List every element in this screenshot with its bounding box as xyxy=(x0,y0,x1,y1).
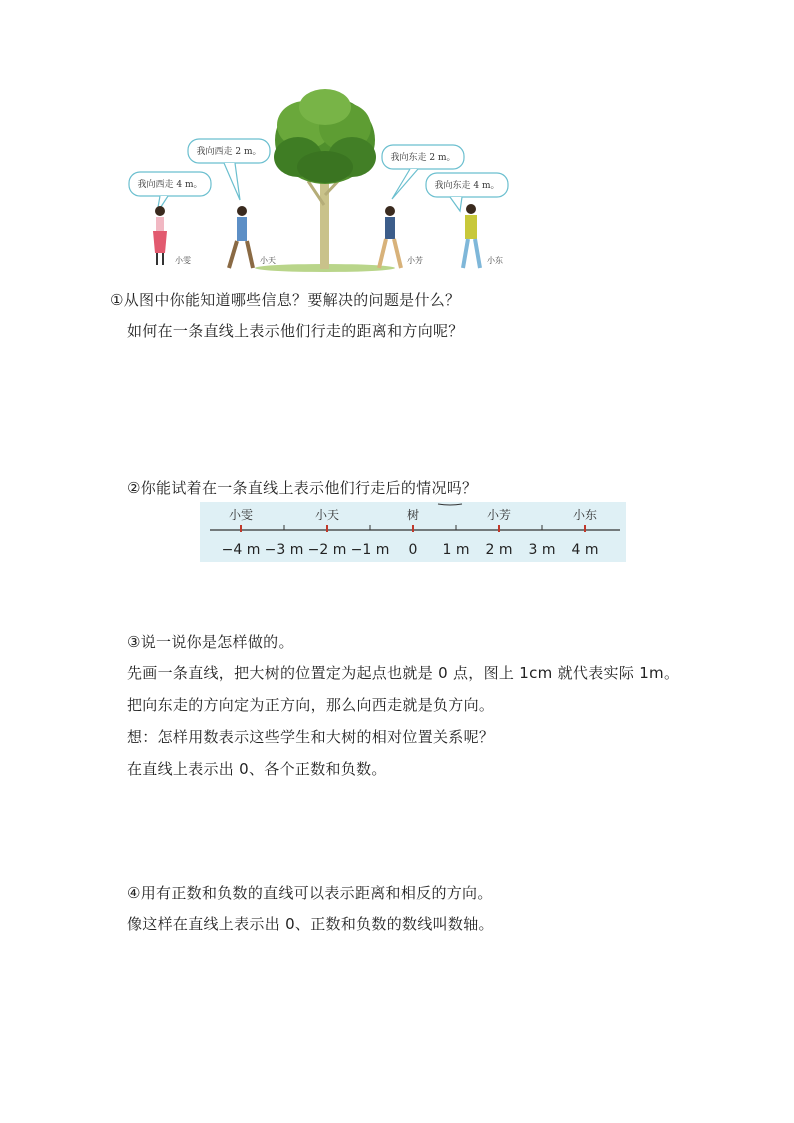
number-line-position-name: 小天 xyxy=(314,508,340,522)
name-xiaotian: 小天 xyxy=(260,256,276,265)
q4-line2: 像这样在直线上表示出 0、正数和负数的数线叫数轴。 xyxy=(127,915,494,933)
speech-bubble-xiaowen xyxy=(129,172,211,213)
person-xiaowen xyxy=(153,206,167,265)
name-xiaodong: 小东 xyxy=(487,256,503,265)
name-xiaowen: 小雯 xyxy=(175,256,191,265)
number-line-label: 1 m xyxy=(442,542,470,558)
q3-line5: 在直线上表示出 0、各个正数和负数。 xyxy=(127,760,387,778)
q2-line1: ②你能试着在一条直线上表示他们行走后的情况吗？ xyxy=(127,479,478,497)
number-line-label: −3 m xyxy=(264,542,304,558)
number-line-label: −1 m xyxy=(350,542,390,558)
person-xiaofang xyxy=(379,206,401,268)
q3-line2: 先画一条直线，把大树的位置定为起点也就是 0 点，图上 1cm 就代表实际 1m。 xyxy=(127,664,680,682)
speech-text-2: 我向西走 2 m。 xyxy=(196,147,262,157)
speech-text-3: 我向东走 2 m。 xyxy=(390,153,456,163)
tree-illustration xyxy=(274,89,376,269)
q1-line1: ①从图中你能知道哪些信息？要解决的问题是什么？ xyxy=(110,291,461,309)
name-xiaofang: 小芳 xyxy=(407,256,423,265)
q3-line4: 想：怎样用数表示这些学生和大树的相对位置关系呢？ xyxy=(127,728,495,746)
number-line-label: 4 m xyxy=(571,542,599,558)
speech-text-4: 我向东走 4 m。 xyxy=(434,181,500,191)
number-line-position-name: 小雯 xyxy=(228,508,254,522)
number-line-label: 2 m xyxy=(485,542,513,558)
number-line-label: 0 xyxy=(408,542,418,558)
number-line-position-name: 树 xyxy=(406,508,420,522)
person-xiaodong xyxy=(463,204,480,268)
speech-bubble-xiaodong xyxy=(426,173,508,211)
illustration xyxy=(120,85,520,275)
speech-text-1: 我向西走 4 m。 xyxy=(137,180,203,190)
person-xiaotian xyxy=(229,206,253,268)
q1-line2: 如何在一条直线上表示他们行走的距离和方向呢？ xyxy=(127,322,464,340)
number-line-label: −2 m xyxy=(307,542,347,558)
q3-line3: 把向东走的方向定为正方向，那么向西走就是负方向。 xyxy=(127,696,495,714)
number-line-label: −4 m xyxy=(221,542,261,558)
number-line-position-name: 小东 xyxy=(572,508,598,522)
number-line-figure xyxy=(200,502,626,562)
q3-line1: ③说一说你是怎样做的。 xyxy=(127,633,294,651)
number-line-position-name: 小芳 xyxy=(486,508,512,522)
number-line-label: 3 m xyxy=(528,542,556,558)
q4-line1: ④用有正数和负数的直线可以表示距离和相反的方向。 xyxy=(127,884,493,902)
